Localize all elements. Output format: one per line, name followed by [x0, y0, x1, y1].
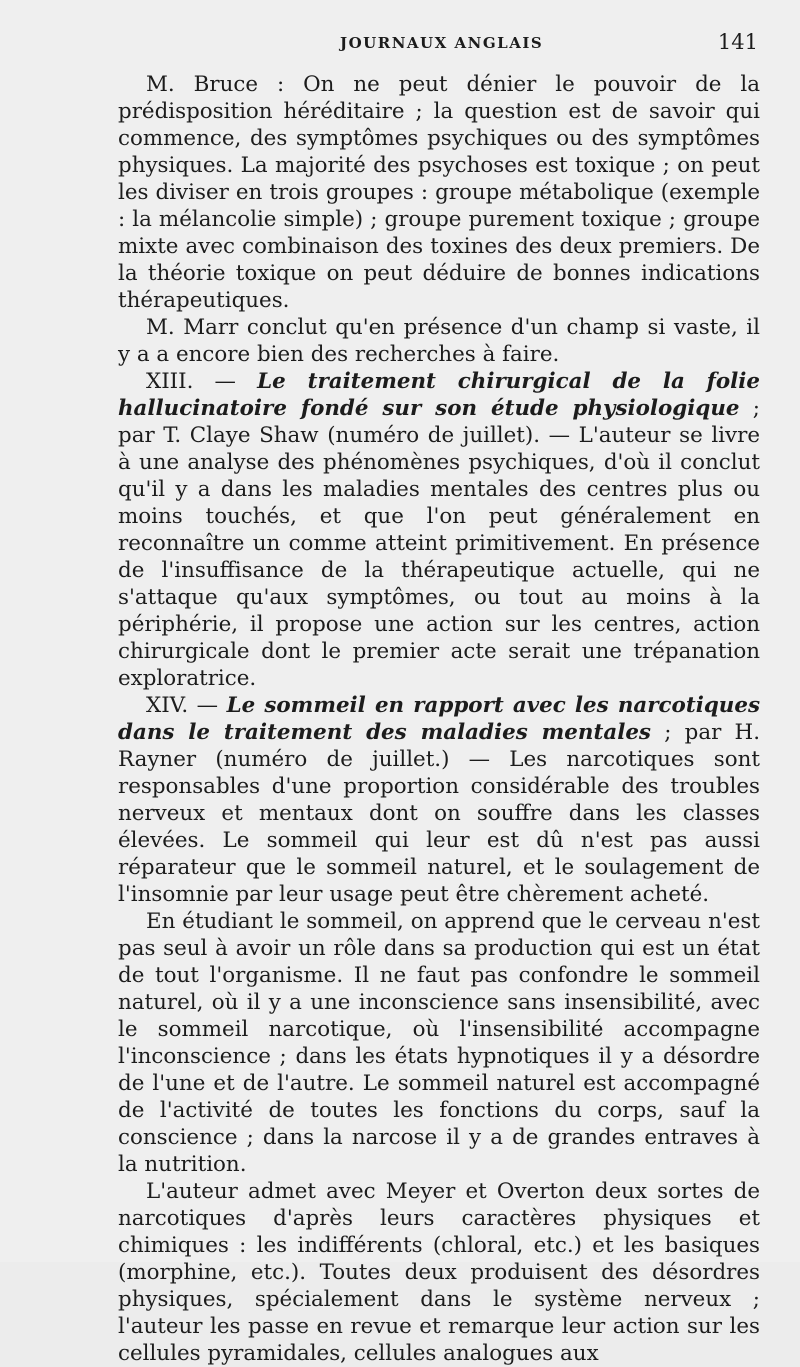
- paragraph-narcotiques: [118, 1178, 760, 1367]
- paragraph-section-xiii: [118, 368, 760, 692]
- paragraph-text: L'auteur admet avec Meyer et Overton deux sortes de narcotiques d'après leurs caractères physiques et chimiques : les indifférents (chloral, etc.) et les basiques (morphine, etc.). Toutes deux produisent des désordres physiques, spécialement dans le système nerveux ; l'auteur les passe en revue et remarque leur action sur les cellules pyramidales, cellules analogues aux: [118, 1179, 760, 1366]
- article-title: Le sommeil en rapport avec les narcotiques dans le traitement des maladies mentales: [118, 693, 760, 745]
- page-number: 141: [717, 30, 758, 54]
- article-title: Le traitement chirurgical de la folie hallucinatoire fondé sur son étude physiologique: [118, 369, 760, 421]
- paragraph-marr: [118, 314, 760, 368]
- paragraph-text: M. Marr conclut qu'en présence d'un champ si vaste, il y a a encore bien des recherches à faire.: [118, 315, 760, 367]
- paragraph-section-xiv: [118, 692, 760, 908]
- paragraph-bruce: [118, 71, 760, 314]
- page-header: [118, 30, 758, 60]
- paragraph-text: En étudiant le sommeil, on apprend que le cerveau n'est pas seul à avoir un rôle dans sa production qui est un état de tout l'organisme. Il ne faut pas confondre le sommeil naturel, où il y a une inconscience sans insensibilité, avec le sommeil narcotique, où l'insensibilité accompagne l'inconscience ; dans les états hypnotiques il y a désordre de l'une et de l'autre. Le sommeil naturel est accompagné de l'activité de toutes les fonctions du corps, sauf la conscience ; dans la narcose il y a de grandes entraves à la nutrition.: [118, 909, 760, 1177]
- section-number: XIII. —: [146, 369, 258, 394]
- paragraph-text: M. Bruce : On ne peut dénier le pouvoir de la prédisposition héréditaire ; la question est de savoir qui commence, des symptômes psychiques ou des symptômes physiques. La majorité des psychoses est toxique ; on peut les diviser en trois groupes : groupe métabolique (exemple : la mélancolie simple) ; groupe purement toxique ; groupe mixte avec combinaison des toxines des deux premiers. De la théorie toxique on peut déduire de bonnes indications thérapeutiques.: [118, 72, 760, 313]
- paragraph-text: ; par T. Claye Shaw (numéro de juillet). — L'auteur se livre à une analyse des phénomènes psychiques, d'où il conclut qu'il y a dans les maladies mentales des centres plus ou moins touchés, et que l'on peut généralement en reconnaître un comme atteint primitivement. En présence de l'insuffisance de la thérapeutique actuelle, qui ne s'attaque qu'aux symptômes, ou tout au moins à la périphérie, il propose une action sur les centres, action chirurgicale dont le premier acte serait une trépanation exploratrice.: [118, 396, 760, 691]
- running-title: JOURNAUX ANGLAIS: [340, 34, 544, 52]
- body-text: [118, 71, 760, 1367]
- paragraph-text: ; par H. Rayner (numéro de juillet.) — Les narcotiques sont responsables d'une proportion considérable des troubles nerveux et mentaux dont on souffre dans les classes élevées. Le sommeil qui leur est dû n'est pas aussi réparateur que le sommeil naturel, et le soulagement de l'insomnie par leur usage peut être chèrement acheté.: [118, 720, 761, 907]
- paragraph-sommeil: [118, 908, 760, 1178]
- section-number: XIV. —: [146, 693, 227, 718]
